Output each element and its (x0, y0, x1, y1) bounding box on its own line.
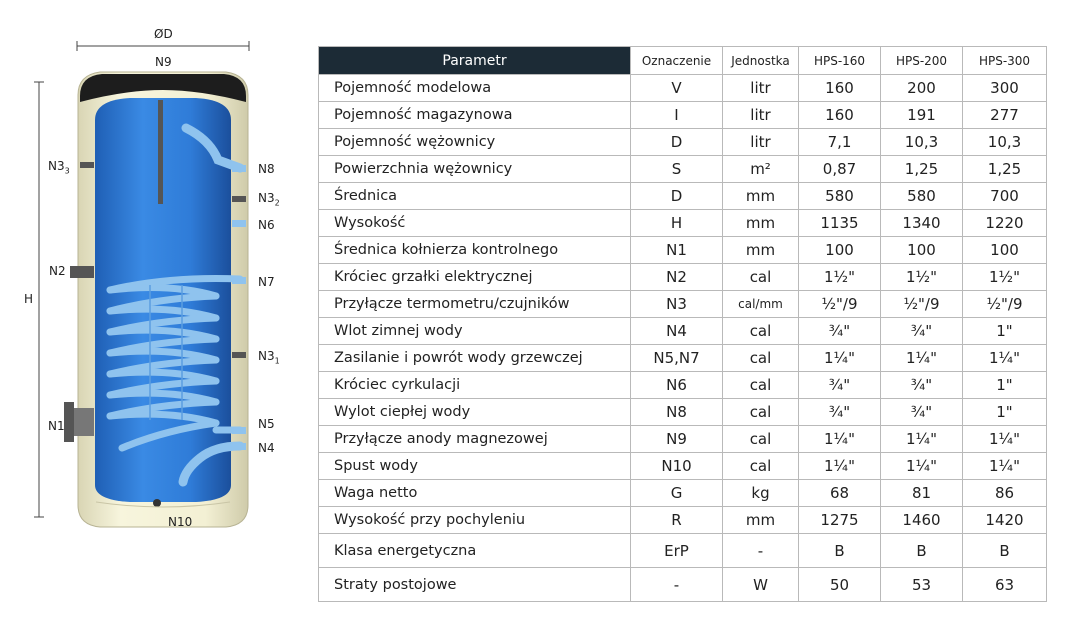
param-name: Wlot zimnej wody (319, 318, 631, 345)
value-hps200: 100 (881, 237, 963, 264)
param-symbol: S (631, 156, 723, 183)
label-diameter: ØD (154, 27, 173, 41)
value-hps200: 580 (881, 183, 963, 210)
param-symbol: N6 (631, 372, 723, 399)
header-oznaczenie: Oznaczenie (631, 47, 723, 75)
header-hps300: HPS-300 (963, 47, 1047, 75)
label-n9: N9 (155, 55, 172, 69)
value-hps160: 1135 (799, 210, 881, 237)
param-unit: cal (723, 372, 799, 399)
value-hps300: 63 (963, 568, 1047, 602)
param-name: Średnica (319, 183, 631, 210)
param-symbol: N1 (631, 237, 723, 264)
value-hps200: ¾" (881, 318, 963, 345)
value-hps300: 1" (963, 372, 1047, 399)
param-unit: litr (723, 102, 799, 129)
param-name: Klasa energetyczna (319, 534, 631, 568)
table-row (319, 129, 1047, 156)
value-hps300: 1220 (963, 210, 1047, 237)
param-name: Króciec cyrkulacji (319, 372, 631, 399)
param-name: Zasilanie i powrót wody grzewczej (319, 345, 631, 372)
value-hps200: 1½" (881, 264, 963, 291)
value-hps300: ½"/9 (963, 291, 1047, 318)
param-name: Średnica kołnierza kontrolnego (319, 237, 631, 264)
param-unit: mm (723, 237, 799, 264)
param-symbol: N5,N7 (631, 345, 723, 372)
param-symbol: - (631, 568, 723, 602)
table-row (319, 156, 1047, 183)
param-name: Wysokość (319, 210, 631, 237)
value-hps200: 53 (881, 568, 963, 602)
label-n6: N6 (258, 218, 275, 232)
param-symbol: D (631, 129, 723, 156)
header-hps200: HPS-200 (881, 47, 963, 75)
table-row (319, 102, 1047, 129)
anode-rod (158, 100, 163, 204)
value-hps160: 580 (799, 183, 881, 210)
param-symbol: ErP (631, 534, 723, 568)
value-hps160: B (799, 534, 881, 568)
param-unit: litr (723, 75, 799, 102)
tank-illustration (0, 0, 310, 620)
param-name: Pojemność wężownicy (319, 129, 631, 156)
table-row (319, 480, 1047, 507)
value-hps300: 1¼" (963, 345, 1047, 372)
label-n8: N8 (258, 162, 275, 176)
value-hps160: 0,87 (799, 156, 881, 183)
value-hps160: 160 (799, 102, 881, 129)
value-hps300: B (963, 534, 1047, 568)
value-hps160: 1¼" (799, 345, 881, 372)
label-n3-top: $N3_3$ (48, 159, 70, 176)
value-hps200: 200 (881, 75, 963, 102)
label-n2: N2 (49, 264, 66, 278)
table-row (319, 568, 1047, 602)
value-hps160: 1275 (799, 507, 881, 534)
table-row (319, 345, 1047, 372)
value-hps300: 277 (963, 102, 1047, 129)
param-name: Spust wody (319, 453, 631, 480)
value-hps160: ¾" (799, 318, 881, 345)
value-hps200: 1460 (881, 507, 963, 534)
table-row (319, 75, 1047, 102)
label-n7: N7 (258, 275, 275, 289)
table-row (319, 183, 1047, 210)
value-hps300: 1" (963, 399, 1047, 426)
value-hps300: 100 (963, 237, 1047, 264)
param-name: Króciec grzałki elektrycznej (319, 264, 631, 291)
value-hps300: 1½" (963, 264, 1047, 291)
table-row (319, 534, 1047, 568)
value-hps300: 300 (963, 75, 1047, 102)
spec-table (318, 46, 1047, 602)
param-unit: kg (723, 480, 799, 507)
value-hps300: 700 (963, 183, 1047, 210)
table-row (319, 399, 1047, 426)
table-row (319, 210, 1047, 237)
param-symbol: N4 (631, 318, 723, 345)
value-hps160: ¾" (799, 399, 881, 426)
value-hps200: 1¼" (881, 345, 963, 372)
param-symbol: R (631, 507, 723, 534)
value-hps200: 191 (881, 102, 963, 129)
param-unit: W (723, 568, 799, 602)
table-row (319, 264, 1047, 291)
value-hps160: 50 (799, 568, 881, 602)
label-n4: N4 (258, 441, 275, 455)
param-unit: m² (723, 156, 799, 183)
param-name: Wylot ciepłej wody (319, 399, 631, 426)
value-hps200: 1¼" (881, 453, 963, 480)
value-hps200: B (881, 534, 963, 568)
value-hps160: 7,1 (799, 129, 881, 156)
param-symbol: N8 (631, 399, 723, 426)
tank-diagram (0, 0, 310, 620)
value-hps300: 10,3 (963, 129, 1047, 156)
param-name: Powierzchnia wężownicy (319, 156, 631, 183)
value-hps300: 1,25 (963, 156, 1047, 183)
value-hps200: ¾" (881, 372, 963, 399)
header-jednostka: Jednostka (723, 47, 799, 75)
value-hps160: ½"/9 (799, 291, 881, 318)
value-hps200: ¾" (881, 399, 963, 426)
table-header-row (319, 47, 1047, 75)
label-n10: N10 (168, 515, 193, 529)
table-row (319, 372, 1047, 399)
table-row (319, 291, 1047, 318)
param-unit: mm (723, 183, 799, 210)
param-name: Waga netto (319, 480, 631, 507)
param-unit: - (723, 534, 799, 568)
value-hps300: 1¼" (963, 453, 1047, 480)
value-hps160: 1¼" (799, 426, 881, 453)
value-hps300: 1420 (963, 507, 1047, 534)
param-unit: cal (723, 426, 799, 453)
param-unit: cal (723, 264, 799, 291)
param-unit: cal (723, 453, 799, 480)
value-hps200: 81 (881, 480, 963, 507)
param-unit: mm (723, 507, 799, 534)
param-unit: cal (723, 318, 799, 345)
value-hps160: 1½" (799, 264, 881, 291)
value-hps200: 1¼" (881, 426, 963, 453)
param-unit: cal (723, 345, 799, 372)
param-symbol: D (631, 183, 723, 210)
value-hps160: 68 (799, 480, 881, 507)
value-hps160: ¾" (799, 372, 881, 399)
header-parametr: Parametr (319, 47, 631, 75)
value-hps300: 1¼" (963, 426, 1047, 453)
value-hps200: ½"/9 (881, 291, 963, 318)
label-n5: N5 (258, 417, 275, 431)
table-row (319, 318, 1047, 345)
table-row (319, 237, 1047, 264)
label-n3-upper-right: $N3_2$ (258, 191, 280, 208)
table-row (319, 507, 1047, 534)
param-symbol: N2 (631, 264, 723, 291)
param-symbol: I (631, 102, 723, 129)
label-height: H (24, 292, 34, 306)
value-hps200: 1340 (881, 210, 963, 237)
param-symbol: V (631, 75, 723, 102)
param-symbol: H (631, 210, 723, 237)
value-hps160: 160 (799, 75, 881, 102)
table-row (319, 453, 1047, 480)
param-name: Pojemność magazynowa (319, 102, 631, 129)
value-hps200: 1,25 (881, 156, 963, 183)
value-hps300: 86 (963, 480, 1047, 507)
value-hps300: 1" (963, 318, 1047, 345)
param-symbol: N3 (631, 291, 723, 318)
param-name: Przyłącze termometru/czujników (319, 291, 631, 318)
header-hps160: HPS-160 (799, 47, 881, 75)
param-name: Pojemność modelowa (319, 75, 631, 102)
param-name: Wysokość przy pochyleniu (319, 507, 631, 534)
param-symbol: N9 (631, 426, 723, 453)
param-unit: cal/mm (723, 291, 799, 318)
param-symbol: G (631, 480, 723, 507)
param-name: Straty postojowe (319, 568, 631, 602)
param-unit: mm (723, 210, 799, 237)
value-hps200: 10,3 (881, 129, 963, 156)
value-hps160: 1¼" (799, 453, 881, 480)
table-row (319, 426, 1047, 453)
label-n1: N1 (48, 419, 65, 433)
param-unit: cal (723, 399, 799, 426)
param-name: Przyłącze anody magnezowej (319, 426, 631, 453)
param-unit: litr (723, 129, 799, 156)
value-hps160: 100 (799, 237, 881, 264)
param-symbol: N10 (631, 453, 723, 480)
label-n3-lower-right: $N3_1$ (258, 349, 280, 366)
